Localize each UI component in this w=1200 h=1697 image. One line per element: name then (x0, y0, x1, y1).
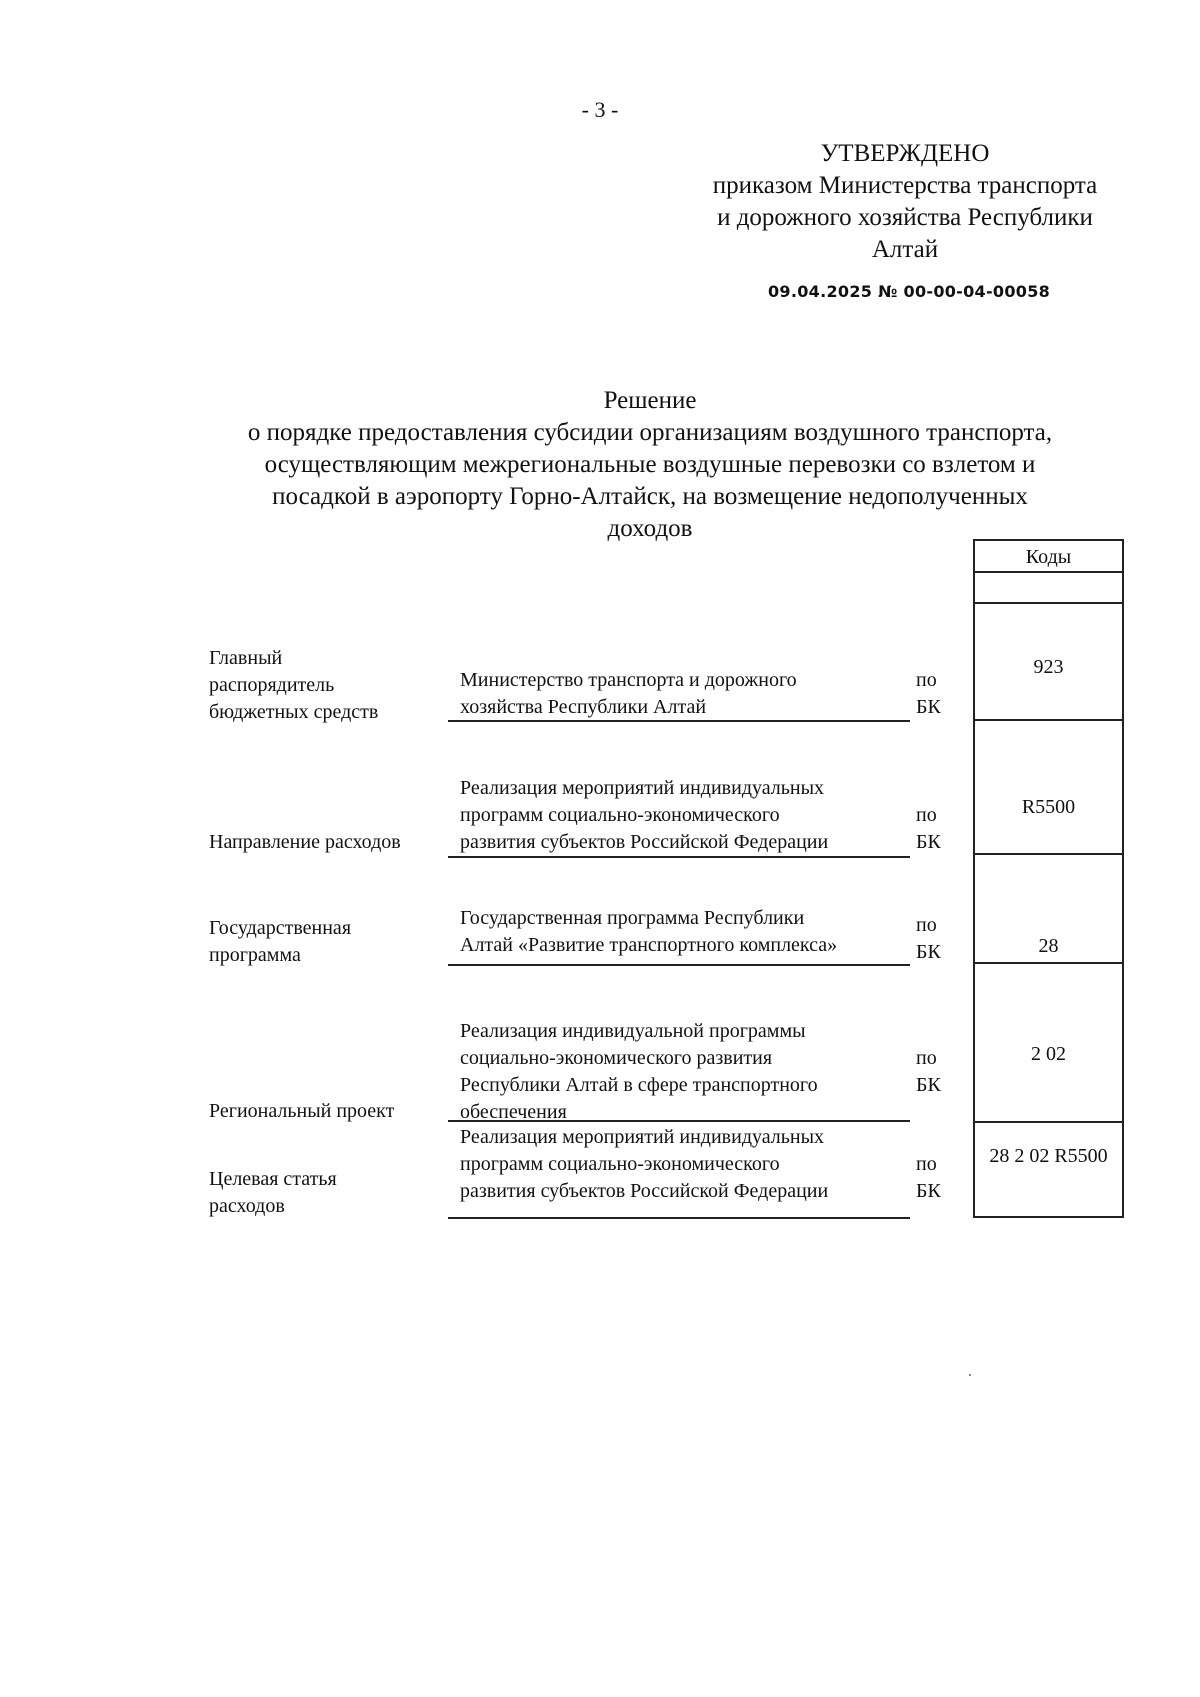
row-value-state-program: Государственная программа Республики Алтай «Развитие транспортного комплекса» (460, 907, 838, 956)
document-subtitle-line: доходов (607, 515, 693, 542)
codes-header: Коды (973, 539, 1124, 573)
approval-line: приказом Министерства транспорта (712, 172, 1098, 199)
code-value-regional-project: 2 02 (1031, 1043, 1066, 1065)
approval-line: Алтай (871, 236, 939, 263)
row-po-bk: по БК (916, 669, 941, 718)
row-label-regional-project: Региональный проект (209, 1100, 395, 1122)
row-underline (448, 856, 910, 858)
row-label-state-program: Государственная программа (209, 917, 352, 966)
scan-speck (969, 1374, 971, 1376)
code-value-chief-manager: 923 (1033, 656, 1064, 678)
codes-column (973, 602, 1124, 1218)
code-value-target-item: 28 2 02 R5500 (989, 1145, 1108, 1167)
row-po-bk: по БК (916, 1047, 941, 1096)
row-underline (448, 964, 910, 966)
codes-separator (973, 853, 1124, 855)
codes-separator (973, 962, 1124, 964)
row-po-bk: по БК (916, 914, 941, 963)
row-underline (448, 720, 910, 722)
row-value-chief-manager: Министерство транспорта и дорожного хозяйства Республики Алтай (460, 669, 797, 718)
row-po-bk: по БК (916, 1153, 941, 1202)
code-value-state-program: 28 (1038, 935, 1059, 957)
row-label-target-item: Целевая статья расходов (209, 1168, 337, 1217)
document-title: Решение (603, 387, 697, 414)
code-value-expense-direction: R5500 (1021, 796, 1076, 818)
approval-line: и дорожного хозяйства Республики (717, 204, 1093, 231)
codes-separator (973, 1121, 1124, 1123)
row-label-expense-direction: Направление расходов (209, 831, 401, 853)
row-value-regional-project: Реализация индивидуальной программы социально-экономического развития Республики Алтай в сфере транспортного обеспечения (460, 1020, 818, 1123)
approval-title: УТВЕРЖДЕНО (820, 140, 990, 167)
row-underline (448, 1217, 910, 1219)
codes-separator (973, 719, 1124, 721)
row-po-bk: по БК (916, 804, 941, 853)
document-subtitle-line: посадкой в аэропорту Горно-Алтайск, на возмещение недополученных (272, 483, 1028, 510)
document-subtitle-line: осуществляющим межрегиональные воздушные перевозки со взлетом и (264, 451, 1036, 478)
row-label-chief-manager: Главный распорядитель бюджетных средств (209, 647, 379, 723)
row-value-target-item: Реализация мероприятий индивидуальных программ социально-экономического развития субъектов Российской Федерации (460, 1126, 829, 1202)
order-number: 09.04.2025 № 00-00-04-00058 (768, 282, 1051, 301)
document-subtitle-line: о порядке предоставления субсидии организациям воздушного транспорта, (247, 419, 1053, 446)
codes-empty-cell (973, 571, 1124, 604)
page-number: - 3 - (581, 97, 619, 122)
row-underline (448, 1120, 910, 1122)
row-value-expense-direction: Реализация мероприятий индивидуальных программ социально-экономического развития субъектов Российской Федерации (460, 777, 829, 853)
